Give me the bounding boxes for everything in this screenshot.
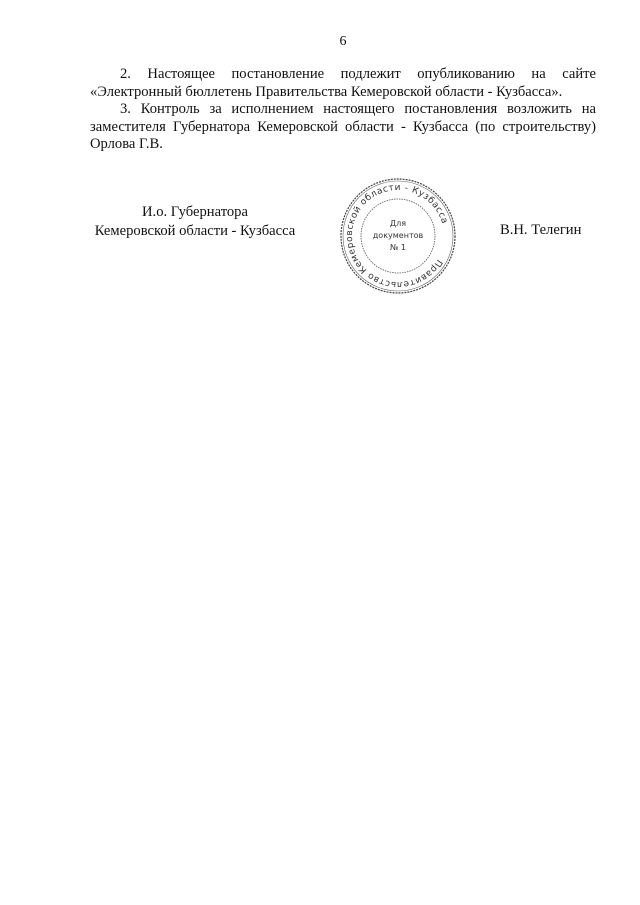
signatory-name: В.Н. Телегин — [500, 222, 582, 238]
official-stamp — [338, 176, 458, 296]
paragraph-control: 3. Контроль за исполнением настоящего постановления возложить на заместителя Губернатора Кемеровской области - Кузбасса (по строительству) Орлова Г.В. — [90, 101, 596, 153]
stamp-center-line-3: № 1 — [390, 243, 406, 252]
signatory-position — [88, 203, 302, 241]
position-line-1: И.о. Губернатора — [142, 204, 248, 220]
paragraph-publication: 2. Настоящее постановление подлежит опубликованию на сайте «Электронный бюллетень Правительства Кемеровской области - Кузбасса». — [90, 66, 596, 100]
position-line-2: Кемеровской области - Кузбасса — [94, 223, 296, 239]
stamp-ring-text: Правительство Кемеровской области - Кузбасса — [344, 182, 450, 290]
document-body — [90, 66, 596, 154]
stamp-center-line-2: документов — [372, 231, 424, 240]
stamp-center-line-1: Для — [389, 219, 407, 228]
page-number: 6 — [339, 34, 347, 49]
